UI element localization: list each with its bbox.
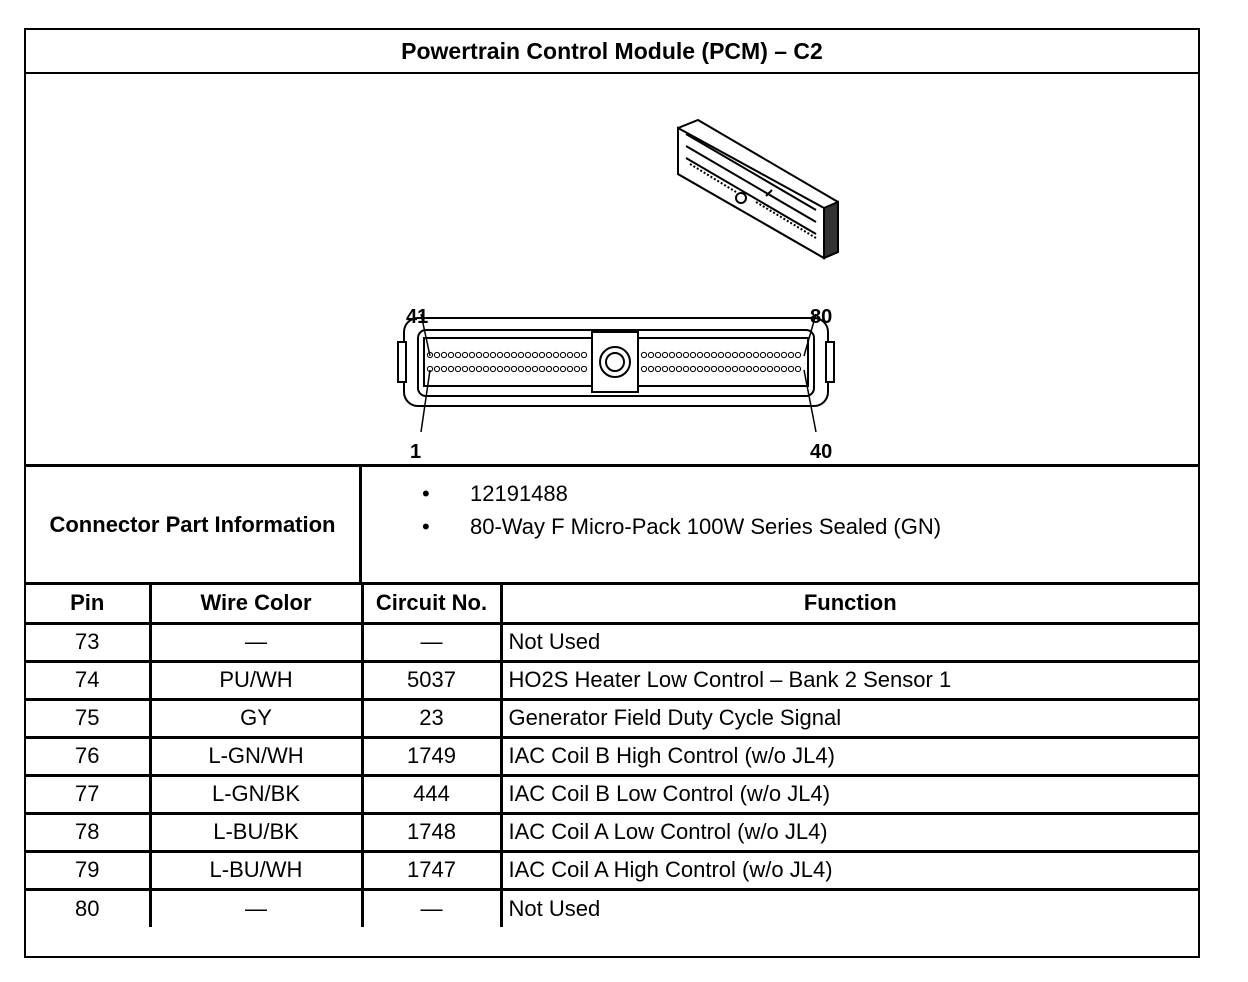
pin-cavity <box>711 366 716 371</box>
pin-cavity <box>641 366 646 371</box>
pin-cell: 80 <box>26 889 150 927</box>
wire-color-cell: — <box>150 889 362 927</box>
pin-cavity <box>511 366 516 371</box>
bullet-icon: • <box>422 514 430 539</box>
header-function: Function <box>501 585 1198 623</box>
pin-cavity <box>718 352 723 357</box>
pin-cavity <box>455 366 460 371</box>
table-row <box>26 851 1198 889</box>
header-wire-color: Wire Color <box>150 585 362 623</box>
pin-cavity <box>648 352 653 357</box>
circuit-cell: 5037 <box>362 661 501 699</box>
pin-cavity <box>781 352 786 357</box>
pin-cavity <box>553 366 558 371</box>
pin-cavity <box>504 366 509 371</box>
pin-cavity <box>732 366 737 371</box>
part-number-item <box>406 477 941 510</box>
wire-color-cell: — <box>150 623 362 661</box>
wire-color-cell: L-GN/WH <box>150 737 362 775</box>
circuit-cell: — <box>362 623 501 661</box>
pin-cavity <box>532 352 537 357</box>
wire-color-cell: PU/WH <box>150 661 362 699</box>
wire-color-cell: L-GN/BK <box>150 775 362 813</box>
pin-cavity <box>690 366 695 371</box>
pin-cavity <box>448 352 453 357</box>
pin-cavity <box>497 352 502 357</box>
pin-label-1: 1 <box>410 441 422 463</box>
pin-cavity <box>662 366 667 371</box>
pin-cavity <box>767 366 772 371</box>
function-cell: Not Used <box>508 895 601 921</box>
pin-cavity <box>546 366 551 371</box>
pin-cavity <box>732 352 737 357</box>
pin-cavity <box>760 352 765 357</box>
pin-cavity <box>669 352 674 357</box>
table-row <box>26 737 1198 775</box>
pin-cavity <box>483 352 488 357</box>
pin-cavity <box>441 366 446 371</box>
connector-part-list <box>406 477 941 543</box>
wire-color-cell: GY <box>150 699 362 737</box>
pin-cavity <box>483 366 488 371</box>
pin-cavity <box>697 352 702 357</box>
pin-cell: 74 <box>26 661 150 699</box>
function-cell: IAC Coil A Low Control (w/o JL4) <box>501 813 1198 851</box>
function-cell: Not Used <box>501 623 1198 661</box>
pin-cavity <box>739 366 744 371</box>
pin-cavity <box>476 352 481 357</box>
circuit-cell: 23 <box>362 699 501 737</box>
pin-cavity <box>662 352 667 357</box>
function-cell: HO2S Heater Low Control – Bank 2 Sensor 1 <box>501 661 1198 699</box>
pin-cavity <box>676 352 681 357</box>
pin-cell: 75 <box>26 699 150 737</box>
pin-cavity <box>655 366 660 371</box>
pin-label-80: 80 <box>810 306 833 328</box>
pin-cavity <box>490 366 495 371</box>
function-cell: IAC Coil B Low Control (w/o JL4) <box>501 775 1198 813</box>
pin-table-header-row <box>26 585 1198 623</box>
pin-cavity <box>539 366 544 371</box>
pin-cavity <box>567 352 572 357</box>
pin-cavity <box>511 352 516 357</box>
pin-cavity <box>676 366 681 371</box>
pin-cavity <box>788 352 793 357</box>
pin-cell: 73 <box>26 623 150 661</box>
pin-cavity <box>795 366 800 371</box>
circuit-cell: 444 <box>362 775 501 813</box>
pin-cavity <box>462 352 467 357</box>
pin-cavity <box>581 352 586 357</box>
pin-cavity <box>441 352 446 357</box>
pin-cavity <box>525 352 530 357</box>
pin-cavity <box>546 352 551 357</box>
pin-cavity <box>462 366 467 371</box>
pin-cavity <box>718 366 723 371</box>
table-row <box>26 775 1198 813</box>
pin-cavity <box>641 352 646 357</box>
pin-cavity <box>788 366 793 371</box>
pin-cavity <box>581 366 586 371</box>
pin-cavity <box>669 366 674 371</box>
document-title: Powertrain Control Module (PCM) – C2 <box>26 30 1198 74</box>
pin-cavity <box>490 352 495 357</box>
pin-cavity <box>434 366 439 371</box>
pin-cavity <box>753 352 758 357</box>
table-row <box>26 661 1198 699</box>
pin-cavity <box>690 352 695 357</box>
pin-cavity <box>760 366 765 371</box>
pin-cavity <box>476 366 481 371</box>
wire-color-cell: L-BU/WH <box>150 851 362 889</box>
pin-cavity <box>683 366 688 371</box>
part-description-item <box>406 510 941 543</box>
connector-drawing <box>26 74 1198 464</box>
pin-cavity <box>469 352 474 357</box>
pin-table <box>26 585 1198 927</box>
connector-part-information-label: Connector Part Information <box>26 467 362 582</box>
pin-cavity <box>683 352 688 357</box>
bullet-icon: • <box>422 481 430 506</box>
pin-cavity <box>518 352 523 357</box>
pin-cavity <box>753 366 758 371</box>
pin-cavity <box>469 366 474 371</box>
pin-cavity <box>704 366 709 371</box>
pin-cavity <box>434 352 439 357</box>
pin-cavity <box>574 366 579 371</box>
pin-cavity <box>497 366 502 371</box>
pin-cavity <box>648 366 653 371</box>
pin-cavity <box>746 352 751 357</box>
pin-cavity <box>725 352 730 357</box>
pin-cavity <box>560 352 565 357</box>
pin-cell: 79 <box>26 851 150 889</box>
connector-part-information <box>26 467 1198 585</box>
function-cell: IAC Coil A High Control (w/o JL4) <box>501 851 1198 889</box>
pin-cell: 76 <box>26 737 150 775</box>
pin-cavity <box>774 366 779 371</box>
pin-cavity <box>518 366 523 371</box>
pin-label-41: 41 <box>406 306 429 328</box>
connector-figure <box>26 74 1198 467</box>
circuit-cell: — <box>362 889 501 927</box>
pin-cavity <box>560 366 565 371</box>
pin-cavity <box>574 352 579 357</box>
pin-cavity <box>532 366 537 371</box>
table-row <box>26 699 1198 737</box>
pin-cavity <box>774 352 779 357</box>
connector-document <box>24 28 1200 958</box>
pin-cavity <box>525 366 530 371</box>
pin-cell: 78 <box>26 813 150 851</box>
pin-cavity <box>455 352 460 357</box>
pin-cavity <box>553 352 558 357</box>
circuit-cell: 1747 <box>362 851 501 889</box>
connector-isometric-view <box>678 120 838 258</box>
table-row <box>26 623 1198 661</box>
pin-cavity <box>539 352 544 357</box>
pin-cavity <box>655 352 660 357</box>
pin-cavity <box>739 352 744 357</box>
function-cell: Generator Field Duty Cycle Signal <box>501 699 1198 737</box>
circuit-cell: 1749 <box>362 737 501 775</box>
wire-color-cell: L-BU/BK <box>150 813 362 851</box>
pin-cavity <box>767 352 772 357</box>
part-description: 80-Way F Micro-Pack 100W Series Sealed (GN) <box>470 514 942 539</box>
pin-cavity <box>746 366 751 371</box>
pin-cavity <box>567 366 572 371</box>
pin-cavity <box>448 366 453 371</box>
header-circuit-no: Circuit No. <box>362 585 501 623</box>
pin-cavity <box>781 366 786 371</box>
circuit-cell: 1748 <box>362 813 501 851</box>
pin-cavity <box>504 352 509 357</box>
pin-cavity <box>795 352 800 357</box>
part-number: 12191488 <box>470 481 568 506</box>
connector-face-view <box>398 318 834 406</box>
pin-cavity <box>704 352 709 357</box>
pin-cavity <box>697 366 702 371</box>
pin-cell: 77 <box>26 775 150 813</box>
table-row <box>26 889 1198 927</box>
header-pin: Pin <box>26 585 150 623</box>
function-cell: IAC Coil B High Control (w/o JL4) <box>501 737 1198 775</box>
pin-label-40: 40 <box>810 441 833 463</box>
pin-cavity <box>711 352 716 357</box>
table-row <box>26 813 1198 851</box>
pin-cavity <box>725 366 730 371</box>
